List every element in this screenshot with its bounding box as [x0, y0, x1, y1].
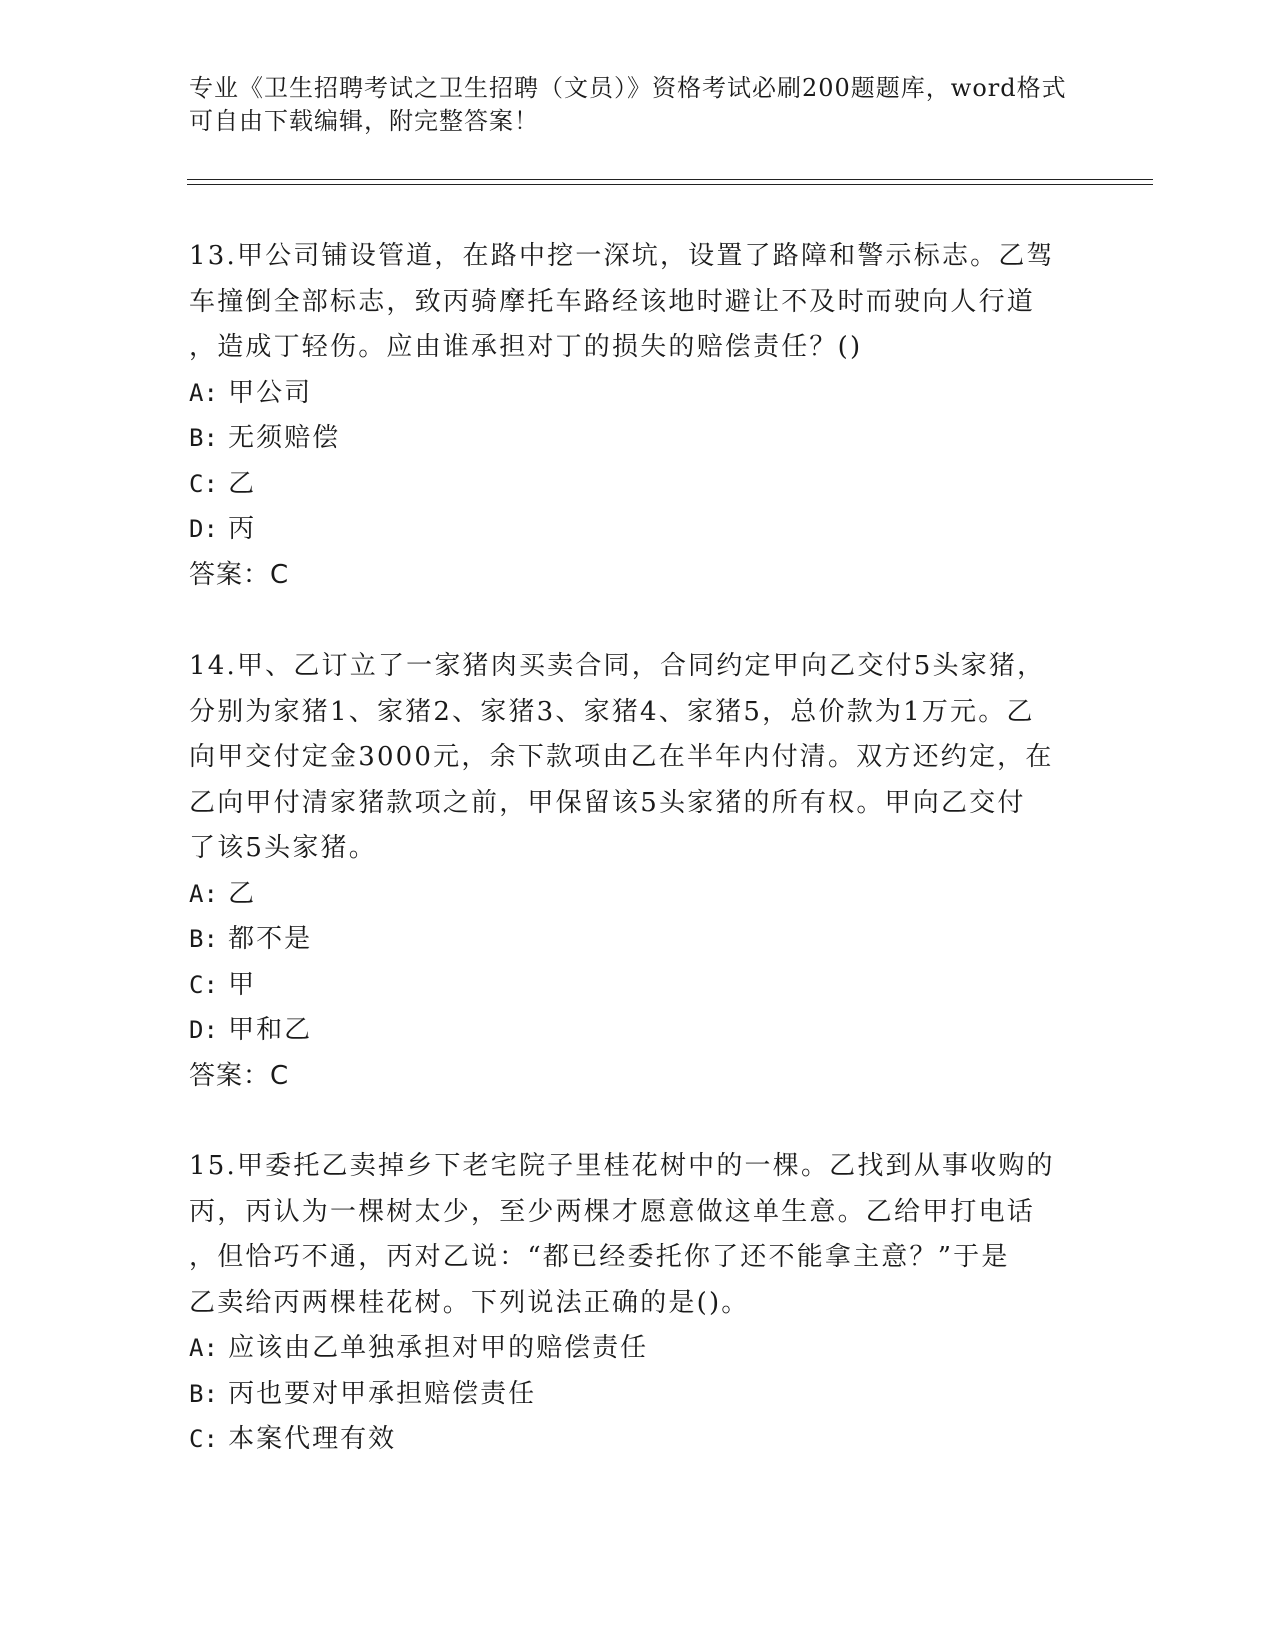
header-divider-bottom: [187, 184, 1153, 185]
header-divider-top: [187, 179, 1153, 180]
stem-line: 14.甲、乙订立了一家猪肉买卖合同，合同约定甲向乙交付5头家猪，: [189, 651, 1046, 681]
question-13: [189, 234, 1089, 598]
question-stem: [189, 234, 1089, 371]
stem-line: 丙，丙认为一棵树太少，至少两棵才愿意做这单生意。乙给甲打电话: [189, 1196, 1036, 1227]
stem-line: 分别为家猪1、家猪2、家猪3、家猪4、家猪5，总价款为1万元。乙: [189, 696, 1035, 727]
header-line-1: 专业《卫生招聘考试之卫生招聘（文员）》资格考试必刷200题题库，word格式: [189, 74, 1067, 102]
question-14: [189, 644, 1089, 1099]
option-a: A: 乙: [189, 878, 257, 909]
stem-line: 15.甲委托乙卖掉乡下老宅院子里桂花树中的一棵。乙找到从事收购的: [189, 1151, 1055, 1181]
header-line-2: 可自由下载编辑，附完整答案！: [189, 107, 539, 135]
option-a: A: 甲公司: [189, 377, 313, 408]
question-stem: [189, 1144, 1089, 1326]
option-c: C: 甲: [189, 969, 257, 1000]
option-c: C: 乙: [189, 468, 257, 499]
question-15: [189, 1144, 1089, 1463]
stem-line: 13.甲公司铺设管道，在路中挖一深坑，设置了路障和警示标志。乙驾: [189, 241, 1055, 271]
option-b: B: 丙也要对甲承担赔偿责任: [189, 1378, 537, 1409]
option-b: B: 都不是: [189, 924, 313, 954]
document-header: [189, 72, 1089, 138]
option-d: D: 丙: [189, 514, 257, 544]
stem-line: ，造成丁轻伤。应由谁承担对丁的损失的赔偿责任？(): [189, 332, 863, 362]
option-c: C: 本案代理有效: [189, 1424, 397, 1454]
stem-line: 车撞倒全部标志，致丙骑摩托车路经该地时避让不及时而驶向人行道: [189, 286, 1036, 317]
stem-line: 向甲交付定金3000元，余下款项由乙在半年内付清。双方还约定，在: [189, 742, 1054, 772]
stem-line: 乙卖给丙两棵桂花树。下列说法正确的是()。: [189, 1287, 750, 1318]
question-stem: [189, 644, 1089, 872]
stem-line: 了该5头家猪。: [189, 833, 377, 863]
stem-line: 乙向甲付清家猪款项之前，甲保留该5头家猪的所有权。甲向乙交付: [189, 787, 1026, 818]
option-b: B: 无须赔偿: [189, 423, 341, 453]
answer-label: 答案：C: [189, 1060, 290, 1091]
answer-label: 答案：C: [189, 559, 290, 590]
option-d: D: 甲和乙: [189, 1015, 313, 1045]
option-a: A: 应该由乙单独承担对甲的赔偿责任: [189, 1333, 649, 1363]
stem-line: ，但恰巧不通，丙对乙说：“都已经委托你了还不能拿主意？”于是: [189, 1242, 1010, 1272]
